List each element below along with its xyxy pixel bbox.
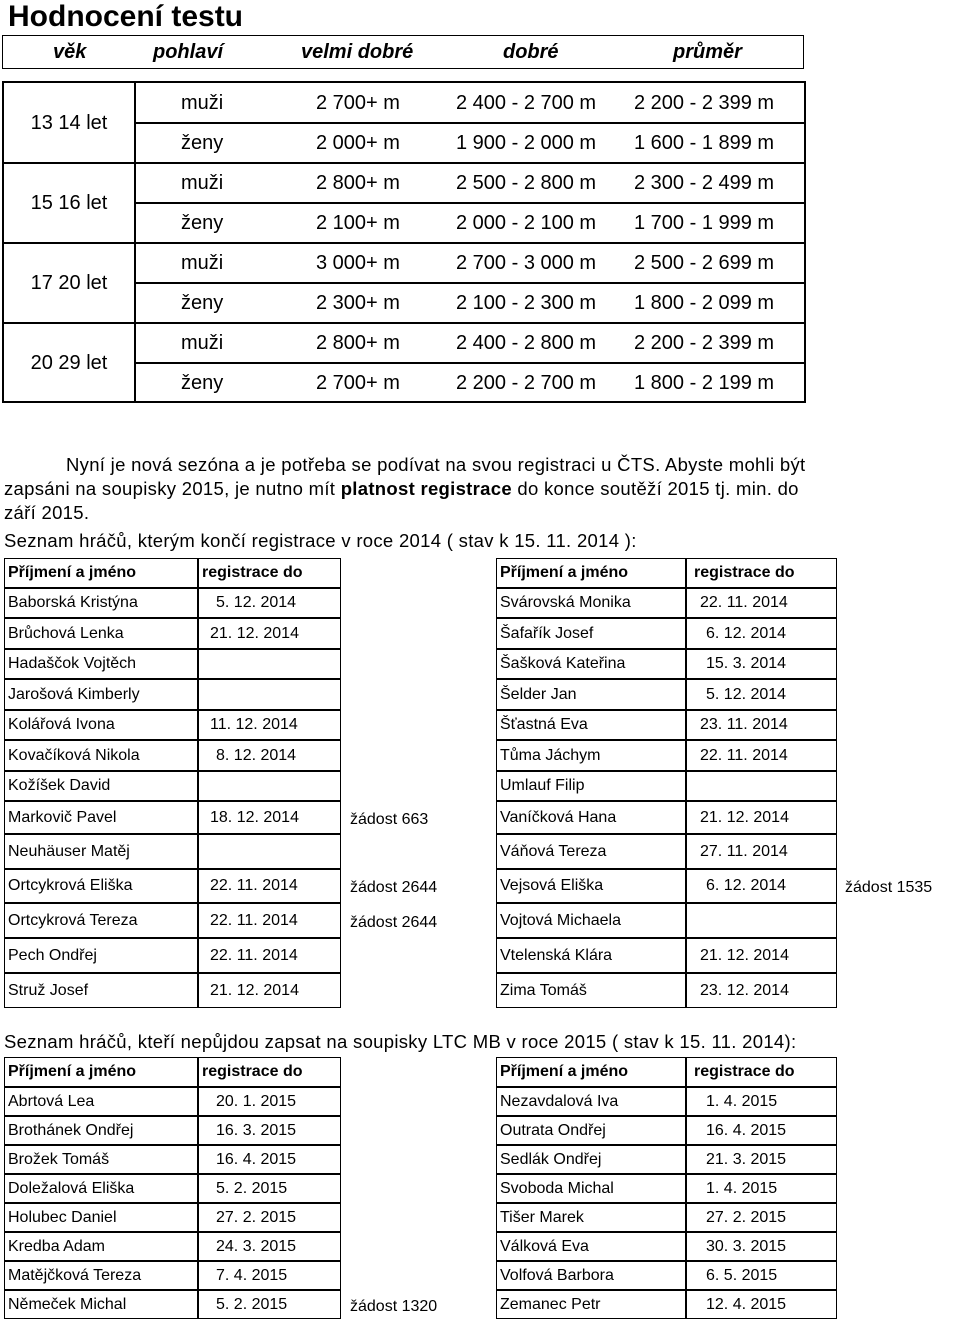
col-header-name: Příjmení a jméno <box>500 564 629 581</box>
info-line-2 <box>4 477 956 501</box>
registration-date: 27. 2. 2015 <box>706 1208 787 1226</box>
cell-border <box>496 1057 686 1087</box>
registration-date: 5. 12. 2014 <box>216 594 297 611</box>
player-name: Matějčková Tereza <box>8 1266 142 1284</box>
player-name: Neuhäuser Matěj <box>8 842 130 860</box>
registration-date: 6. 12. 2014 <box>706 624 787 642</box>
player-name: Ortcykrová Tereza <box>8 911 138 929</box>
request-note: žádost 2644 <box>350 913 438 931</box>
player-name: Šašková Kateřina <box>500 655 626 672</box>
player-name: Váňová Tereza <box>500 842 607 860</box>
eval-row-divider <box>136 202 804 204</box>
eval-cell-p: 1 700 - 1 999 m <box>634 212 775 234</box>
info-line-3: září 2015. <box>4 502 90 523</box>
list2-title: Seznam hráčů, kteří nepůjdou zapsat na soupisky LTC MB v roce 2015 ( stav k 15. 11. 2014): <box>4 1031 797 1052</box>
eval-cell-d: 2 400 - 2 700 m <box>456 92 597 114</box>
eval-cell-p: 2 200 - 2 399 m <box>634 92 775 114</box>
eval-header-sex: pohlaví <box>153 41 224 63</box>
eval-cell-d: 2 400 - 2 800 m <box>456 332 597 354</box>
page-title: Hodnocení testu <box>8 0 244 33</box>
cell-border <box>198 558 341 588</box>
eval-header-row <box>2 35 804 69</box>
player-name: Doležalová Eliška <box>8 1179 135 1197</box>
eval-cell-d: 2 200 - 2 700 m <box>456 372 597 394</box>
player-name: Brožek Tomáš <box>8 1150 110 1168</box>
registration-date: 7. 4. 2015 <box>216 1266 288 1284</box>
eval-cell-vd: 2 300+ m <box>316 292 400 314</box>
registration-date: 11. 12. 2014 <box>210 716 298 733</box>
eval-group <box>4 83 804 163</box>
player-name: Jarošová Kimberly <box>8 685 140 703</box>
registration-date: 16. 4. 2015 <box>216 1150 297 1168</box>
info-paragraph <box>4 453 956 525</box>
eval-cell-sex: ženy <box>181 212 224 234</box>
cell-border <box>198 834 341 869</box>
player-name: Brothánek Ondřej <box>8 1121 134 1139</box>
player-name: Svárovská Monika <box>500 594 631 611</box>
eval-cell-sex: muži <box>181 332 224 354</box>
request-note: žádost 663 <box>350 810 429 828</box>
registration-date: 22. 11. 2014 <box>210 946 298 964</box>
player-name: Šafařík Josef <box>500 624 594 642</box>
eval-row-divider <box>136 362 804 364</box>
player-name: Umlauf Filip <box>500 777 585 794</box>
col-header-name: Příjmení a jméno <box>8 564 137 581</box>
player-name: Brůchová Lenka <box>8 624 124 642</box>
eval-cell-d: 2 000 - 2 100 m <box>456 212 597 234</box>
registration-date: 23. 11. 2014 <box>700 716 788 733</box>
eval-header-good: dobré <box>503 41 559 63</box>
eval-row <box>136 83 804 123</box>
eval-cell-sex: ženy <box>181 132 224 154</box>
cell-border <box>198 771 341 801</box>
info-line-2c: do konce soutěží 2015 tj. min. do <box>511 478 799 499</box>
request-note: žádost 1535 <box>845 879 933 896</box>
registration-date: 5. 2. 2015 <box>216 1179 288 1197</box>
registration-date: 16. 3. 2015 <box>216 1121 297 1139</box>
player-name: Kolářová Ivona <box>8 716 115 733</box>
eval-group <box>4 323 804 403</box>
eval-cell-d: 2 100 - 2 300 m <box>456 292 597 314</box>
eval-table <box>2 81 806 403</box>
info-line-2a: zapsáni na soupisky 2015, je nutno mít <box>4 478 341 499</box>
col-header-registration: registrace do <box>202 1063 303 1080</box>
cell-border <box>198 679 341 710</box>
registration-date: 1. 4. 2015 <box>706 1179 778 1197</box>
eval-cell-d: 2 500 - 2 800 m <box>456 172 597 194</box>
cell-border <box>496 558 686 588</box>
player-name: Nezavdalová Iva <box>500 1092 619 1110</box>
player-name: Pech Ondřej <box>8 946 97 964</box>
registration-date: 20. 1. 2015 <box>216 1092 297 1110</box>
eval-group-divider <box>4 322 804 324</box>
eval-row <box>136 163 804 203</box>
eval-cell-p: 1 600 - 1 899 m <box>634 132 775 154</box>
player-name: Tůma Jáchym <box>500 746 601 764</box>
eval-cell-p: 2 300 - 2 499 m <box>634 172 775 194</box>
player-name: Hadaščok Vojtěch <box>8 655 137 672</box>
registration-date: 27. 2. 2015 <box>216 1208 297 1226</box>
cell-border <box>198 649 341 679</box>
player-name: Sedlák Ondřej <box>500 1150 602 1168</box>
player-name: Zemanec Petr <box>500 1295 601 1313</box>
eval-group-divider <box>4 242 804 244</box>
info-line-2-bold: platnost registrace <box>340 478 512 499</box>
eval-cell-sex: muži <box>181 252 224 274</box>
player-name: Volfová Barbora <box>500 1266 614 1284</box>
eval-cell-p: 1 800 - 2 199 m <box>634 372 775 394</box>
registration-date: 5. 2. 2015 <box>216 1295 288 1313</box>
registration-date: 22. 11. 2014 <box>700 594 788 611</box>
eval-cell-vd: 2 800+ m <box>316 172 400 194</box>
col-header-name: Příjmení a jméno <box>8 1063 137 1080</box>
player-name: Vtelenská Klára <box>500 946 613 964</box>
eval-cell-d: 1 900 - 2 000 m <box>456 132 597 154</box>
cell-border <box>686 558 837 588</box>
registration-date: 15. 3. 2014 <box>706 655 787 672</box>
player-name: Tišer Marek <box>500 1208 584 1226</box>
eval-header-age: věk <box>53 41 87 63</box>
eval-cell-p: 2 500 - 2 699 m <box>634 252 775 274</box>
player-name: Ortcykrová Eliška <box>8 877 133 894</box>
eval-row <box>136 203 804 243</box>
player-name: Vojtová Michaela <box>500 911 621 929</box>
cell-border <box>686 1057 837 1087</box>
eval-cell-vd: 2 800+ m <box>316 332 400 354</box>
player-name: Kovačíková Nikola <box>8 746 140 764</box>
registration-date: 22. 11. 2014 <box>210 911 298 929</box>
eval-cell-d: 2 700 - 3 000 m <box>456 252 597 274</box>
eval-age-cell: 17 20 let <box>4 243 136 323</box>
eval-cell-p: 1 800 - 2 099 m <box>634 292 775 314</box>
player-name: Vejsová Eliška <box>500 877 604 894</box>
col-header-registration: registrace do <box>694 564 795 581</box>
eval-group <box>4 243 804 323</box>
eval-row <box>136 363 804 403</box>
registration-date: 6. 5. 2015 <box>706 1266 778 1284</box>
eval-cell-p: 2 200 - 2 399 m <box>634 332 775 354</box>
eval-header-very-good: velmi dobré <box>301 41 414 63</box>
eval-cell-sex: muži <box>181 92 224 114</box>
list1-title: Seznam hráčů, kterým končí registrace v roce 2014 ( stav k 15. 11. 2014 ): <box>4 530 637 551</box>
eval-cell-vd: 2 700+ m <box>316 92 400 114</box>
player-name: Baborská Kristýna <box>8 594 138 611</box>
player-name: Struž Josef <box>8 981 89 999</box>
registration-date: 27. 11. 2014 <box>700 842 788 860</box>
eval-row <box>136 283 804 323</box>
registration-date: 21. 12. 2014 <box>700 808 789 826</box>
registration-date: 30. 3. 2015 <box>706 1237 787 1255</box>
eval-cell-vd: 2 000+ m <box>316 132 400 154</box>
registration-date: 5. 12. 2014 <box>706 685 787 703</box>
registration-date: 21. 12. 2014 <box>210 624 299 642</box>
eval-age-cell: 13 14 let <box>4 83 136 163</box>
cell-border <box>4 558 198 588</box>
registration-date: 22. 11. 2014 <box>700 746 788 764</box>
eval-row <box>136 243 804 283</box>
cell-border <box>4 1057 198 1087</box>
player-name: Zima Tomáš <box>500 981 587 999</box>
registration-date: 8. 12. 2014 <box>216 746 297 764</box>
eval-cell-sex: ženy <box>181 292 224 314</box>
eval-row <box>136 123 804 163</box>
player-name: Němeček Michal <box>8 1295 127 1313</box>
eval-age-cell: 15 16 let <box>4 163 136 243</box>
registration-date: 1. 4. 2015 <box>706 1092 778 1110</box>
cell-border <box>686 903 837 938</box>
player-name: Holubec Daniel <box>8 1208 117 1226</box>
registration-date: 21. 12. 2014 <box>210 981 299 999</box>
player-name: Outrata Ondřej <box>500 1121 606 1139</box>
cell-border <box>198 1057 341 1087</box>
registration-date: 21. 12. 2014 <box>700 946 789 964</box>
registration-date: 24. 3. 2015 <box>216 1237 297 1255</box>
registration-date: 18. 12. 2014 <box>210 808 299 826</box>
eval-cell-vd: 2 100+ m <box>316 212 400 234</box>
eval-group <box>4 163 804 243</box>
eval-row-divider <box>136 282 804 284</box>
eval-cell-sex: muži <box>181 172 224 194</box>
player-name: Šelder Jan <box>500 685 577 703</box>
eval-row-divider <box>136 122 804 124</box>
request-note: žádost 1320 <box>350 1297 438 1315</box>
col-header-registration: registrace do <box>694 1063 795 1080</box>
player-name: Šťastná Eva <box>500 716 588 733</box>
player-name: Kožíšek David <box>8 777 111 794</box>
eval-age-cell: 20 29 let <box>4 323 136 403</box>
player-name: Svoboda Michal <box>500 1179 614 1197</box>
player-name: Abrtová Lea <box>8 1092 95 1110</box>
registration-date: 16. 4. 2015 <box>706 1121 787 1139</box>
info-line-1: Nyní je nová sezóna a je potřeba se podívat na svou registraci u ČTS. Abyste mohli být <box>66 454 806 475</box>
registration-date: 6. 12. 2014 <box>706 877 787 894</box>
col-header-name: Příjmení a jméno <box>500 1063 629 1080</box>
col-header-registration: registrace do <box>202 564 303 581</box>
player-name: Kredba Adam <box>8 1237 105 1255</box>
eval-group-divider <box>4 162 804 164</box>
registration-date: 12. 4. 2015 <box>706 1295 787 1313</box>
eval-row <box>136 323 804 363</box>
registration-date: 21. 3. 2015 <box>706 1150 787 1168</box>
request-note: žádost 2644 <box>350 879 438 896</box>
eval-cell-vd: 3 000+ m <box>316 252 400 274</box>
cell-border <box>686 771 837 801</box>
eval-cell-sex: ženy <box>181 372 224 394</box>
player-name: Válková Eva <box>500 1237 589 1255</box>
eval-header-average: průměr <box>673 41 742 63</box>
eval-cell-vd: 2 700+ m <box>316 372 400 394</box>
registration-date: 23. 12. 2014 <box>700 981 789 999</box>
registration-date: 22. 11. 2014 <box>210 877 298 894</box>
player-name: Vaníčková Hana <box>500 808 617 826</box>
player-name: Markovič Pavel <box>8 808 117 826</box>
